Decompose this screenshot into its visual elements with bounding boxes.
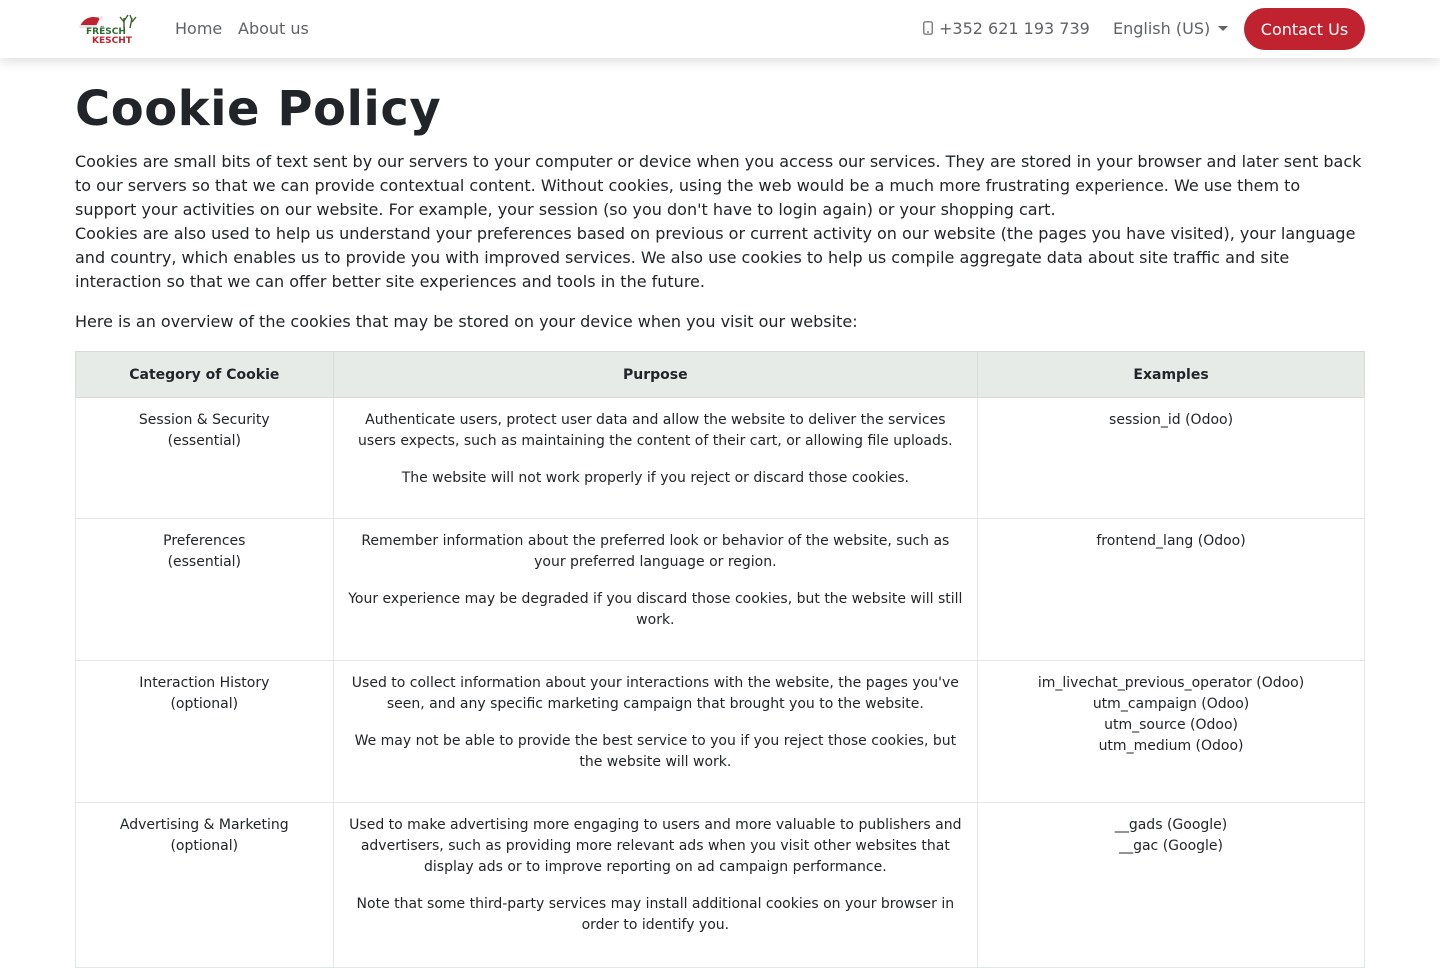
purpose-note: We may not be able to provide the best service to you if you reject those cookies, but the website will work. [354, 733, 957, 770]
purpose-cell [333, 519, 978, 661]
svg-text:KESCHT: KESCHT [92, 36, 132, 46]
purpose-note: Note that some third-party services may install additional cookies on your browser in order to identify you. [356, 896, 955, 933]
category-name: Interaction History [139, 675, 270, 691]
table-row [76, 519, 1365, 661]
main-content [75, 58, 1365, 968]
nav-link-home[interactable]: Home [175, 19, 223, 38]
category-cell [76, 661, 334, 803]
cookie-table [75, 351, 1365, 968]
purpose-cell [333, 661, 978, 803]
category-level: (essential) [167, 433, 242, 449]
purpose-cell [333, 803, 978, 968]
example-item: utm_medium (Odoo) [1098, 738, 1244, 754]
category-name: Advertising & Marketing [119, 817, 289, 833]
category-level: (essential) [167, 554, 242, 570]
table-row [76, 803, 1365, 968]
examples-cell [978, 519, 1365, 661]
header-examples: Examples [978, 352, 1365, 398]
examples-cell [978, 803, 1365, 968]
caret-down-icon [1218, 26, 1228, 31]
purpose-text: Used to collect information about your interactions with the website, the pages you've seen, and any specific marketing campaign that brought you to the website. [351, 675, 959, 712]
purpose-note: The website will not work properly if you reject or discard those cookies. [401, 470, 909, 486]
example-item: __gac (Google) [1119, 838, 1223, 854]
intro-paragraph-1: Cookies are small bits of text sent by our servers to your computer or device when you access our services. They are stored in your browser and later sent back to our servers so that we can provide contextual content. Without cookies, using the web would be a much more frustrating experience. We use them to support your activities on our website. For example, your session (so you don't have to login again) or your shopping cart. [75, 152, 1362, 219]
example-item: frontend_lang (Odoo) [1096, 533, 1246, 549]
intro-paragraph-2: Cookies are also used to help us understand your preferences based on previous or current activity on our website (the pages you have visited), your language and country, which enables us to provide you with improved services. We also use cookies to help us compile aggregate data about site traffic and site interaction so that we can offer better site experiences and tools in the future. [75, 224, 1356, 291]
example-item: im_livechat_previous_operator (Odoo) [1037, 675, 1305, 691]
intro-paragraph-3: Here is an overview of the cookies that may be stored on your device when you visit our website: [75, 312, 858, 331]
purpose-cell [333, 398, 978, 519]
category-cell [76, 519, 334, 661]
language-dropdown[interactable] [1113, 19, 1228, 39]
example-item: utm_source (Odoo) [1104, 717, 1238, 733]
language-label: English (US) [1113, 19, 1211, 38]
top-navbar [0, 0, 1440, 58]
category-name: Session & Security [138, 412, 270, 428]
fresch-kescht-logo[interactable] [78, 12, 142, 46]
examples-cell [978, 398, 1365, 519]
table-row [76, 398, 1365, 519]
contact-us-button[interactable]: Contact Us [1244, 8, 1365, 50]
svg-text:FRËSCH: FRËSCH [86, 27, 126, 37]
table-row [76, 661, 1365, 803]
category-cell [76, 398, 334, 519]
phone-link[interactable] [923, 19, 1090, 39]
header-category: Category of Cookie [76, 352, 334, 398]
purpose-text: Authenticate users, protect user data and allow the website to deliver the services users expects, such as maintaining the content of their cart, or allowing file uploads. [358, 412, 953, 449]
table-header-row [76, 352, 1365, 398]
nav-link-about-us[interactable]: About us [238, 19, 309, 38]
category-name: Preferences [163, 533, 246, 549]
phone-number: +352 621 193 739 [939, 19, 1090, 38]
page-title: Cookie Policy [75, 81, 442, 137]
purpose-text: Remember information about the preferred look or behavior of the website, such as your preferred language or region. [361, 533, 950, 570]
header-purpose: Purpose [333, 352, 978, 398]
purpose-text: Used to make advertising more engaging to users and more valuable to publishers and advertisers, such as providing more relevant ads when you visit other websites that display ads or to improve reporting on ad campaign performance. [349, 817, 962, 875]
example-item: session_id (Odoo) [1109, 412, 1234, 428]
example-item: __gads (Google) [1114, 817, 1228, 833]
category-cell [76, 803, 334, 968]
category-level: (optional) [170, 696, 239, 712]
purpose-note: Your experience may be degraded if you discard those cookies, but the website will still work. [348, 591, 963, 628]
example-item: utm_campaign (Odoo) [1092, 696, 1250, 712]
phone-icon [923, 21, 933, 35]
category-level: (optional) [170, 838, 239, 854]
examples-cell [978, 661, 1365, 803]
